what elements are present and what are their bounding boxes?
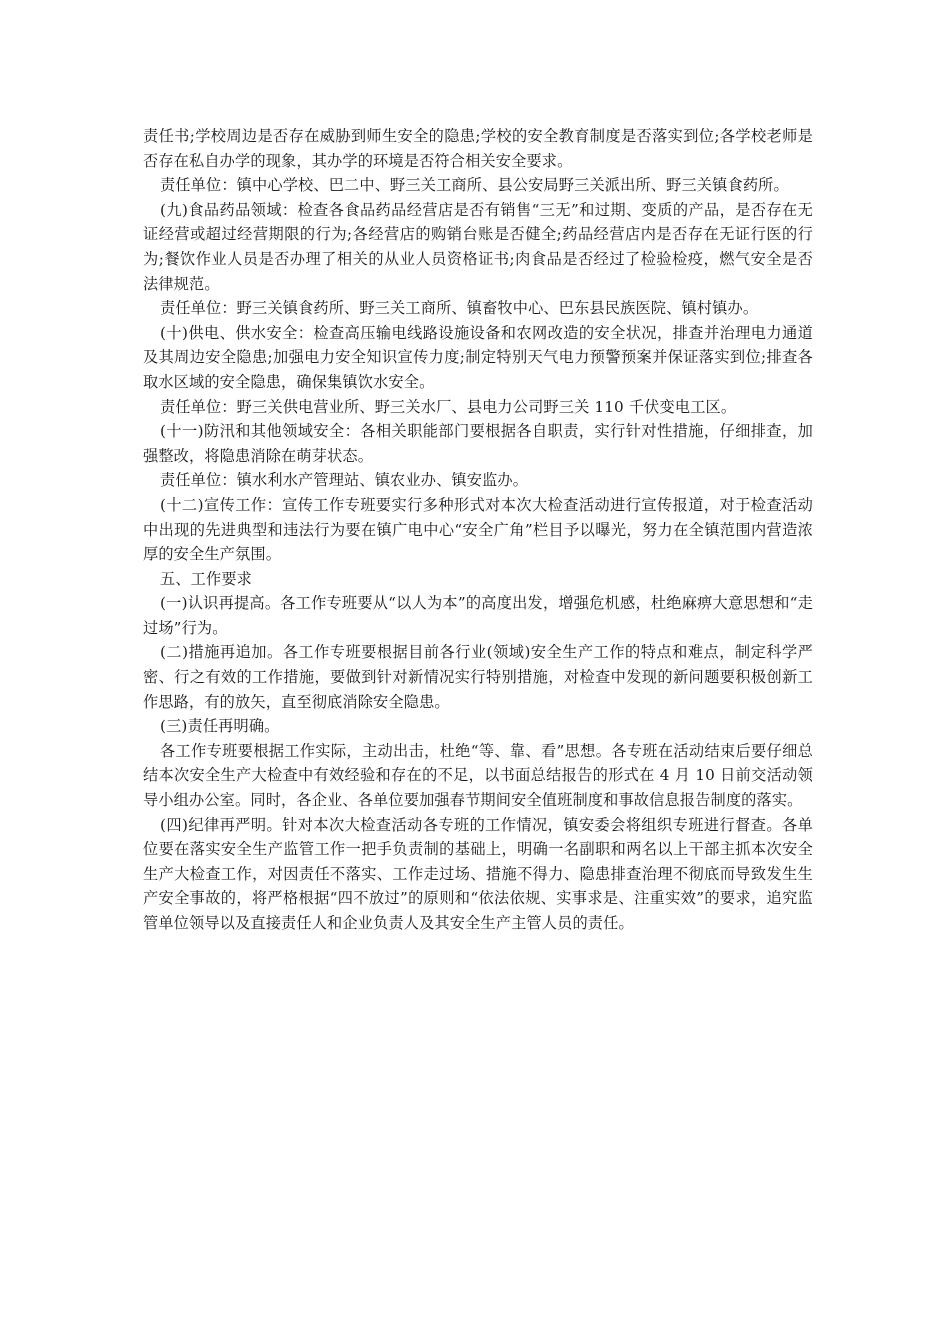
paragraph-power-water-responsible-units: 责任单位：野三关供电营业所、野三关水厂、县电力公司野三关 110 千伏变电工区。 xyxy=(160,397,737,416)
paragraph-flood-control-safety: (十一)防汛和其他领域安全：各相关职能部门要根据各自职责，实行针对性措施，仔细排查，加强整改，将隐患消除在萌芽状态。 xyxy=(143,422,813,465)
paragraph-food-drug-responsible-units: 责任单位：野三关镇食药所、野三关工商所、镇畜牧中心、巴东县民族医院、镇村镇办。 xyxy=(160,299,759,318)
document-body xyxy=(143,124,813,936)
paragraph-requirement-measures: (二)措施再追加。各工作专班要根据目前各行业(领域)安全生产工作的特点和难点，制定科学严密、行之有效的工作措施，要做到针对新情况实行特别措施，对检查中发现的新问题要积极创新工作思路，有的放矢，直至彻底消除安全隐患。 xyxy=(143,643,813,711)
section-heading-work-requirements: 五、工作要求 xyxy=(160,569,253,588)
paragraph-school-responsible-units: 责任单位：镇中心学校、巴二中、野三关工商所、县公安局野三关派出所、野三关镇食药所。 xyxy=(160,176,789,195)
paragraph-requirement-awareness: (一)认识再提高。各工作专班要从“以人为本”的高度出发，增强危机感，杜绝麻痹大意思想和“走过场”行为。 xyxy=(143,594,813,637)
paragraph-requirement-responsibility: (三)责任再明确。 xyxy=(160,717,280,736)
paragraph-flood-control-responsible-units: 责任单位：镇水利水产管理站、镇农业办、镇安监办。 xyxy=(160,471,529,490)
paragraph-requirement-discipline: (四)纪律再严明。针对本次大检查活动各专班的工作情况，镇安委会将组织专班进行督查。各单位要在落实安全生产监管工作一把手负责制的基础上，明确一名副职和两名以上干部主抓本次安全生产大检查工作，对因责任不落实、工作走过场、措施不得力、隐患排查治理不彻底而导致发生生产安全事故的，将严格根据“四不放过”的原则和“依法依规、实事求是、注重实效”的要求，追究监管单位领导以及直接责任人和企业负责人及其安全生产主管人员的责任。 xyxy=(143,815,813,932)
paragraph-requirement-responsibility-detail: 各工作专班要根据工作实际，主动出击，杜绝“等、靠、看”思想。各专班在活动结束后要仔细总结本次安全生产大检查中有效经验和存在的不足，以书面总结报告的形式在 4 月 10 日前交活动领导小组办公室。同时，各企业、各单位要加强春节期间安全值班制度和事故信息报告制度的落实。 xyxy=(143,741,813,810)
paragraph-power-water-safety: (十)供电、供水安全：检查高压输电线路设施设备和农网改造的安全状况，排查并治理电力通道及其周边安全隐患;加强电力安全知识宣传力度;制定特别天气电力预警预案并保证落实到位;排查各取水区域的安全隐患，确保集镇饮水安全。 xyxy=(143,323,813,391)
paragraph-publicity-work: (十二)宣传工作：宣传工作专班要实行多种形式对本次大检查活动进行宣传报道，对于检查活动中出现的先进典型和违法行为要在镇广电中心“安全广角”栏目予以曝光，努力在全镇范围内营造浓厚的安全生产氛围。 xyxy=(143,495,813,564)
paragraph-school-safety-cont: 责任书;学校周边是否存在威胁到师生安全的隐患;学校的安全教育制度是否落实到位;各学校老师是否存在私自办学的现象，其办学的环境是否符合相关安全要求。 xyxy=(143,127,813,170)
paragraph-food-drug-safety: (九)食品药品领域：检查各食品药品经营店是否有销售“三无”和过期、变质的产品，是否存在无证经营或超过经营期限的行为;各经营店的购销台账是否健全;药品经营店内是否存在无证行医的行为;餐饮作业人员是否办理了相关的从业人员资格证书;肉食品是否经过了检验检疫，燃气安全是否法律规范。 xyxy=(143,200,813,293)
